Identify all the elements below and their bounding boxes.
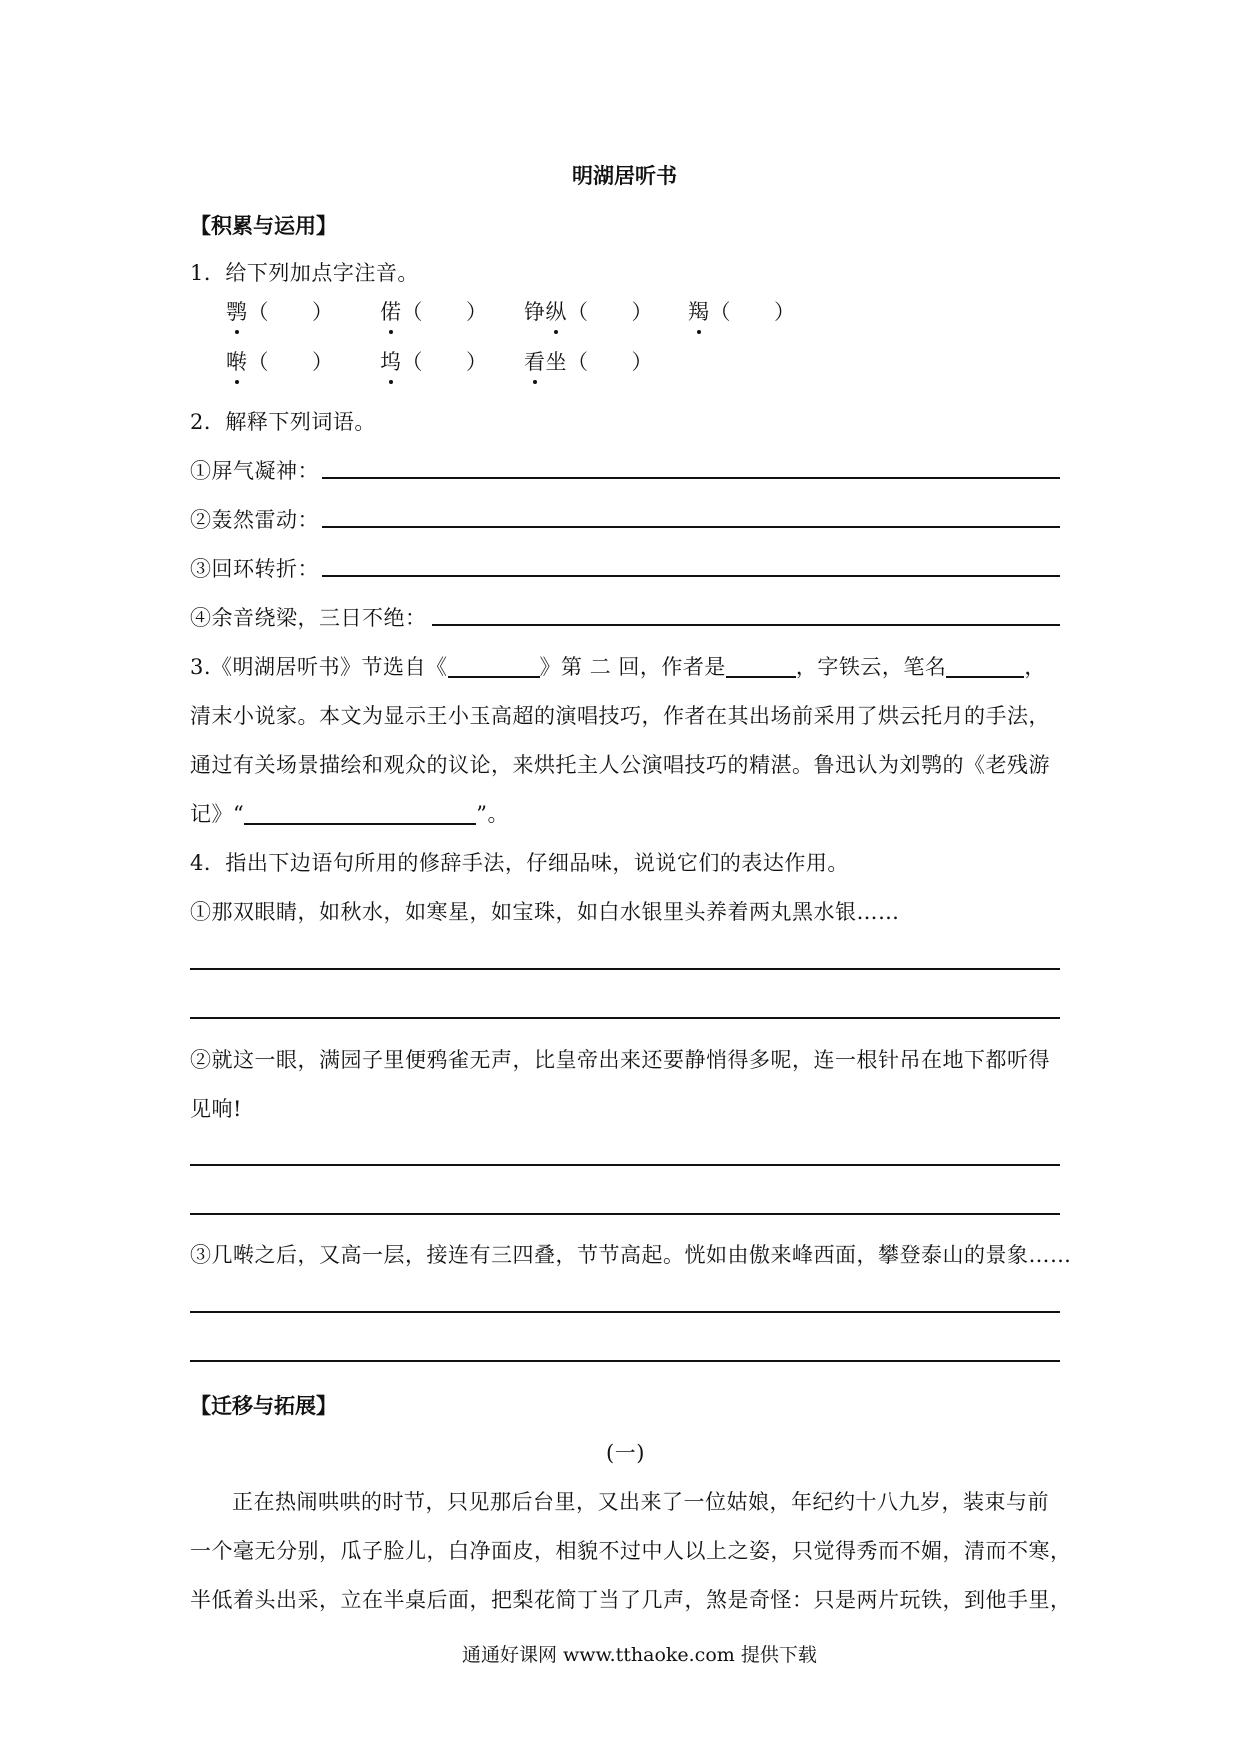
question-4-prompt: 4．指出下边语句所用的修辞手法，仔细品味，说说它们的表达作用。	[190, 851, 849, 875]
term-label: ②轰然雷动：	[190, 508, 319, 532]
answer-parentheses: （ ）	[401, 300, 488, 324]
character: 坐	[545, 350, 567, 374]
answer-line[interactable]	[190, 1017, 1060, 1019]
question-3-line-1	[190, 653, 1046, 681]
dotted-character: 坞	[380, 350, 402, 374]
q3-text: ，字铁云，笔名	[795, 655, 947, 679]
page-footer: 通通好课网 www.tthaoke.com 提供下载	[462, 1644, 817, 1666]
passage-line: 一个毫无分别，瓜子脸儿，白净面皮，相貌不过中人以上之姿，只觉得秀而不媚，清而不寒，	[190, 1539, 1072, 1563]
dotted-character: 鹗	[226, 300, 248, 324]
question-1-prompt: 1．给下列加点字注音。	[190, 261, 419, 285]
pinyin-item	[226, 298, 334, 326]
answer-line[interactable]	[190, 1311, 1060, 1313]
term-label: ①屏气凝神：	[190, 459, 319, 483]
question-3-line-4	[190, 800, 509, 828]
answer-parentheses: （ ）	[567, 350, 653, 374]
q3-text: 》第 二 回，作者是	[539, 655, 726, 679]
answer-parentheses: （ ）	[567, 300, 653, 324]
pinyin-item	[688, 298, 796, 326]
blank-pen-name[interactable]	[946, 656, 1024, 678]
question-2-prompt: 2．解释下列词语。	[190, 410, 376, 434]
section-heading-accumulation: 【积累与运用】	[190, 213, 337, 238]
dotted-character: 看	[524, 350, 546, 374]
character: 铮	[524, 300, 546, 324]
answer-line[interactable]	[190, 1360, 1060, 1362]
pinyin-item	[226, 348, 334, 376]
sentence-2-line-1: ②就这一眼，满园子里便鸦雀无声，比皇帝出来还要静悄得多呢，连一根针吊在地下都听得	[190, 1048, 1050, 1072]
passage-line: 正在热闹哄哄的时节，只见那后台里，又出来了一位姑娘，年纪约十八九岁，装束与前	[232, 1490, 1049, 1514]
blank-author[interactable]	[726, 656, 796, 678]
sentence-3: ③几啭之后，又高一层，接连有三四叠，节节高起。恍如由傲来峰西面，攀登泰山的景象……	[190, 1243, 1072, 1267]
question-3-line-2: 清末小说家。本文为显示王小玉高超的演唱技巧，作者在其出场前采用了烘云托月的手法，	[190, 704, 1050, 728]
dotted-character: 纵	[545, 300, 567, 324]
pinyin-item	[380, 298, 488, 326]
answer-parentheses: （ ）	[709, 300, 796, 324]
answer-parentheses: （ ）	[247, 350, 334, 374]
answer-line[interactable]	[190, 1213, 1060, 1215]
pinyin-item	[524, 348, 653, 376]
blank-book-title[interactable]	[448, 656, 540, 678]
answer-line[interactable]	[322, 526, 1060, 528]
blank-lu-xun-comment[interactable]	[244, 803, 476, 825]
answer-line[interactable]	[432, 624, 1060, 626]
passage-heading: (一)	[606, 1441, 645, 1465]
term-label: ④余音绕梁，三日不绝：	[190, 606, 427, 630]
q3-text: ，	[1024, 655, 1046, 679]
term-label: ③回环转折：	[190, 557, 319, 581]
answer-parentheses: （ ）	[247, 300, 334, 324]
page-title: 明湖居听书	[572, 163, 677, 188]
section-heading-transfer: 【迁移与拓展】	[190, 1393, 337, 1418]
q3-text: 记》“	[190, 802, 245, 826]
answer-parentheses: （ ）	[401, 350, 488, 374]
pinyin-item	[380, 348, 488, 376]
sentence-1: ①那双眼睛，如秋水，如寒星，如宝珠，如白水银里头养着两丸黑水银……	[190, 900, 900, 924]
dotted-character: 啭	[226, 350, 248, 374]
answer-line[interactable]	[322, 575, 1060, 577]
passage-line: 半低着头出采，立在半桌后面，把梨花简丁当了几声，煞是奇怪：只是两片玩铁，到他手里，	[190, 1588, 1072, 1612]
sentence-2-line-2: 见响!	[190, 1097, 242, 1121]
answer-line[interactable]	[190, 1164, 1060, 1166]
question-3-line-3: 通过有关场景描绘和观众的议论，来烘托主人公演唱技巧的精湛。鲁迅认为刘鹗的《老残游	[190, 753, 1050, 777]
dotted-character: 偌	[380, 300, 402, 324]
pinyin-item	[524, 298, 653, 326]
dotted-character: 羯	[688, 300, 710, 324]
answer-line[interactable]	[322, 477, 1060, 479]
answer-line[interactable]	[190, 968, 1060, 970]
q3-text: ”。	[476, 802, 509, 826]
q3-text: 3.《明湖居听书》节选自《	[190, 655, 448, 679]
